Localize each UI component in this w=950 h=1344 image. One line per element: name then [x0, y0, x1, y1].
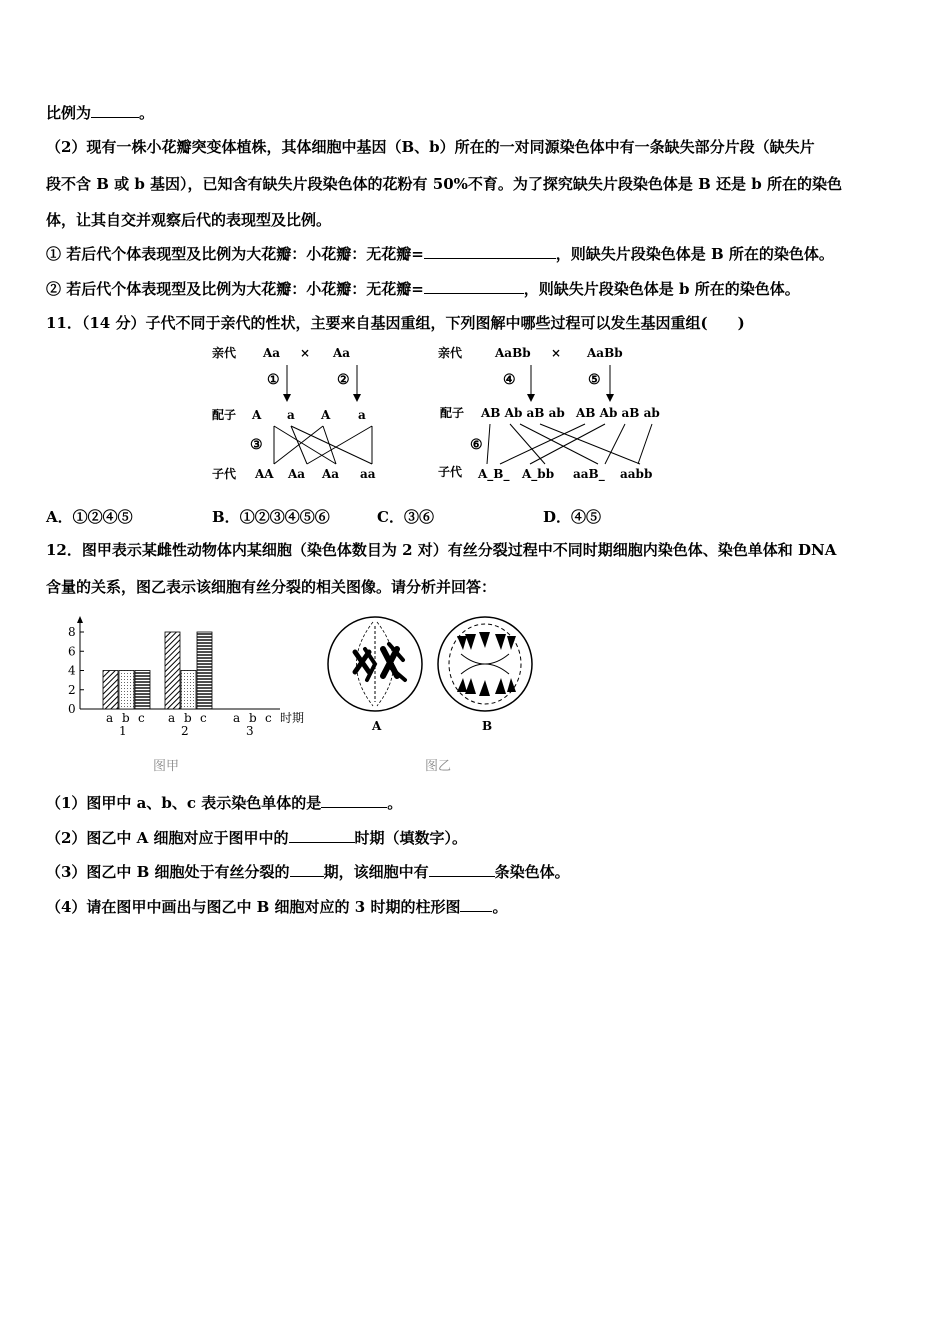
- left-cross-lines: [274, 426, 372, 464]
- answer-blank[interactable]: [429, 862, 495, 877]
- bar-a-2: [165, 632, 180, 709]
- part2-line-3: 体，让其自交并观察后代的表现型及比例。: [46, 211, 332, 229]
- right-offspring: A_B_: [478, 467, 510, 481]
- left-offspring: Aa: [288, 467, 306, 481]
- x-sub-label: a: [168, 711, 176, 725]
- step-4: ④: [503, 372, 516, 388]
- figure-yi-caption: 图乙: [425, 759, 452, 774]
- cell-b-label: B: [482, 719, 493, 733]
- y-axis-arrow: [77, 616, 83, 623]
- q12-stem-2: 含量的关系，图乙表示该细胞有丝分裂的相关图像。请分析并回答：: [46, 578, 497, 596]
- figure-jia-caption: 图甲: [153, 759, 180, 774]
- sub3-prefix: （3）图乙中 B 细胞处于有丝分裂的: [46, 863, 290, 881]
- left-parent-label: 亲代: [212, 346, 237, 360]
- left-offspring: aa: [360, 467, 376, 481]
- option-a[interactable]: [46, 506, 133, 527]
- x-sub-label: c: [200, 711, 207, 725]
- x-sub-label: a: [106, 711, 114, 725]
- right-gametes: AB Ab aB ab: [481, 406, 565, 420]
- cell-a: [328, 617, 422, 711]
- left-times: ×: [300, 346, 311, 360]
- x-sub-label: a: [233, 711, 241, 725]
- left-gamete: a: [358, 408, 366, 422]
- answer-blank[interactable]: [460, 897, 492, 912]
- part2-line-1: （2）现有一株小花瓣突变体植株，其体细胞中基因（B、b）所在的一对同源染色体中有一条缺失部分片段（缺失片: [46, 138, 815, 156]
- right-parent-1: AaBb: [495, 346, 531, 360]
- x-category-label: 1: [119, 724, 127, 738]
- q11-stem: 11．（14 分）子代不同于亲代的性状，主要来自基因重组，下列图解中哪些过程可以发生基因重组( ): [46, 314, 745, 332]
- y-tick-label: 0: [68, 702, 76, 716]
- figure-yi-cells: [325, 614, 540, 734]
- bar-c-1: [135, 671, 150, 710]
- case1-prefix: ① 若后代个体表现型及比例为大花瓣：小花瓣：无花瓣=: [46, 245, 424, 263]
- left-parent-2: Aa: [333, 346, 351, 360]
- sub1-prefix: （1）图甲中 a、b、c 表示染色单体的是: [46, 794, 322, 812]
- ratio-line: [46, 103, 154, 123]
- x-sub-label: b: [249, 711, 257, 725]
- arrow-5-head: [606, 394, 614, 402]
- sub2-suffix: 时期（填数字）。: [354, 829, 468, 847]
- case2-suffix: ，则缺失片段染色体是 b 所在的染色体。: [523, 280, 800, 298]
- x-sub-label: c: [265, 711, 272, 725]
- step-5: ⑤: [588, 372, 601, 388]
- answer-blank[interactable]: [91, 103, 139, 118]
- right-gametes: AB Ab aB ab: [576, 406, 660, 420]
- option-text: ③⑥: [403, 508, 434, 526]
- step-1: ①: [267, 372, 280, 388]
- bar-b-2: [181, 671, 196, 710]
- option-d[interactable]: [543, 506, 601, 527]
- left-parent-1: Aa: [263, 346, 281, 360]
- arrow-1-head: [283, 394, 291, 402]
- sub4-prefix: （4）请在图甲中画出与图乙中 B 细胞对应的 3 时期的柱形图: [46, 898, 461, 916]
- cell-a-label: A: [372, 719, 382, 733]
- y-tick-label: 2: [68, 682, 76, 697]
- right-offspring: A_bb: [522, 467, 555, 481]
- step-2: ②: [337, 372, 350, 388]
- x-category-label: 2: [181, 724, 189, 738]
- left-gamete: a: [287, 408, 295, 422]
- bar-a-1: [103, 671, 118, 710]
- left-offspring: Aa: [322, 467, 340, 481]
- x-sub-label: b: [122, 711, 130, 725]
- sub1-suffix: 。: [387, 794, 403, 812]
- case2-line: [46, 279, 800, 299]
- q12-sub4: [46, 897, 507, 917]
- right-parent-label: 亲代: [438, 346, 463, 360]
- sub2-prefix: （2）图乙中 A 细胞对应于图甲中的: [46, 829, 289, 847]
- answer-blank[interactable]: [289, 828, 355, 843]
- right-times: ×: [551, 346, 562, 360]
- q12-sub1: [46, 793, 402, 813]
- left-offspring-label: 子代: [212, 467, 237, 481]
- right-offspring-label: 子代: [438, 465, 463, 479]
- q12-sub2: [46, 828, 467, 848]
- sub4-suffix: 。: [492, 898, 508, 916]
- right-cross-lines: [487, 424, 652, 464]
- y-tick-label: 6: [68, 644, 76, 659]
- case2-prefix: ② 若后代个体表现型及比例为大花瓣：小花瓣：无花瓣=: [46, 280, 424, 298]
- part2-line-2: 段不含 B 或 b 基因），已知含有缺失片段染色体的花粉有 50%不育。为了探究缺失片段染色体是 B 还是 b 所在的染色: [46, 175, 842, 193]
- case1-suffix: ，则缺失片段染色体是 B 所在的染色体。: [555, 245, 834, 263]
- right-offspring: aabb: [620, 467, 653, 481]
- x-sub-label: b: [184, 711, 192, 725]
- left-gamete: A: [252, 408, 262, 422]
- right-offspring: aaB_: [573, 467, 605, 481]
- answer-blank[interactable]: [290, 862, 324, 877]
- case1-line: [46, 244, 834, 264]
- x-sub-label: c: [138, 711, 145, 725]
- x-category-label: 3: [246, 724, 254, 738]
- figure-jia-chart: [60, 612, 330, 742]
- option-text: ①②③④⑤⑥: [239, 508, 330, 526]
- arrow-2-head: [353, 394, 361, 402]
- option-label: A．: [46, 508, 73, 526]
- sub3-middle: 期，该细胞中有: [323, 863, 429, 881]
- sub3-suffix: 条染色体。: [494, 863, 570, 881]
- option-text: ①②④⑤: [72, 508, 133, 526]
- ratio-prefix: 比例为: [46, 104, 92, 122]
- left-offspring: AA: [255, 467, 274, 481]
- option-c[interactable]: [377, 506, 434, 527]
- ratio-suffix: 。: [139, 104, 155, 122]
- option-label: B．: [212, 508, 240, 526]
- option-text: ④⑤: [571, 508, 602, 526]
- option-b[interactable]: [212, 506, 330, 527]
- step-6: ⑥: [470, 437, 483, 453]
- q12-stem-1: 12．图甲表示某雌性动物体内某细胞（染色体数目为 2 对）有丝分裂过程中不同时期细胞内染色体、染色单体和 DNA: [46, 541, 837, 559]
- arrow-4-head: [527, 394, 535, 402]
- step-3: ③: [250, 437, 263, 453]
- y-tick-label: 8: [68, 625, 76, 639]
- q11-cross-diagrams: [200, 338, 680, 488]
- left-gamete-label: 配子: [212, 408, 237, 422]
- bar-c-2: [197, 632, 212, 709]
- option-label: C．: [377, 508, 404, 526]
- option-label: D．: [543, 508, 572, 526]
- answer-blank[interactable]: [321, 793, 387, 808]
- cell-b: [438, 617, 532, 711]
- answer-blank[interactable]: [424, 279, 524, 294]
- left-gamete: A: [321, 408, 331, 422]
- answer-blank[interactable]: [424, 244, 556, 259]
- q12-sub3: [46, 862, 570, 882]
- bar-b-1: [119, 671, 134, 710]
- y-tick-label: 4: [68, 663, 76, 678]
- right-gamete-label: 配子: [440, 406, 465, 420]
- right-parent-2: AaBb: [587, 346, 623, 360]
- x-axis-label: 时期: [280, 711, 305, 725]
